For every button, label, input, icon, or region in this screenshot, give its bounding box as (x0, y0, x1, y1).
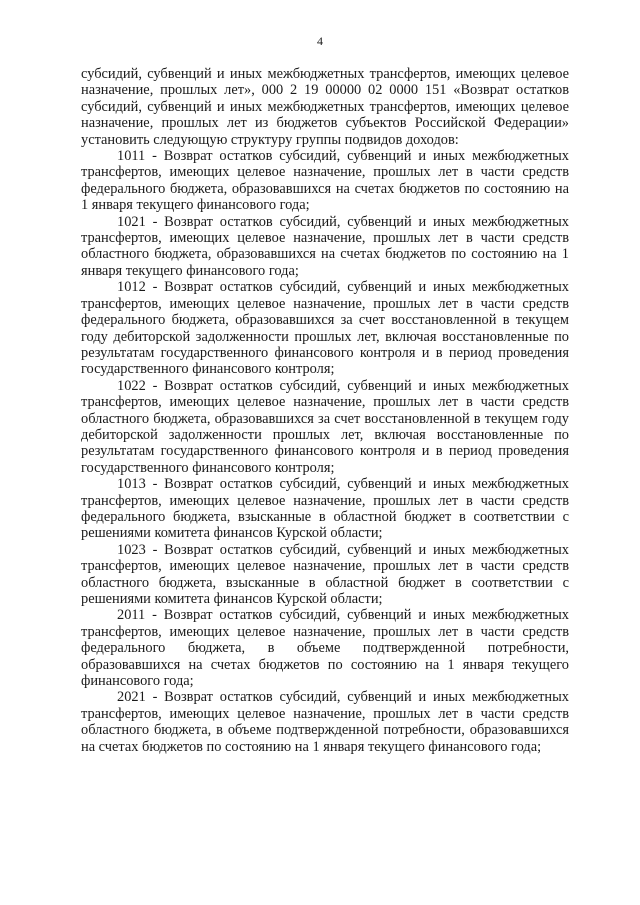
page-number: 4 (317, 34, 323, 48)
paragraph-1023: 1023 - Возврат остатков субсидий, субвенций и иных межбюджетных трансфертов, имеющих целевое назначение, прошлых лет в части средств областного бюджета, взысканные в областной бюджет в соответствии с решениями комитета финансов Курской области; (81, 541, 569, 607)
document-body (81, 66, 569, 755)
paragraph-2011: 2011 - Возврат остатков субсидий, субвенций и иных межбюджетных трансфертов, имеющих целевое назначение, прошлых лет в части средств федерального бюджета, в объеме подтвержденной потребности, образовавшихся на счетах бюджетов по состоянию на 1 января текущего финансового года; (81, 607, 569, 690)
intro-paragraph: субсидий, субвенций и иных межбюджетных трансфертов, имеющих целевое назначение, прошлых лет», 000 2 19 00000 02 0000 151 «Возврат остатков субсидий, субвенций и иных межбюджетных трансфертов, имеющих целевое назначение, прошлых лет из бюджетов субъектов Российской Федерации» установить следующую структуру группы подвидов доходов: (81, 66, 569, 148)
paragraph-1011: 1011 - Возврат остатков субсидий, субвенций и иных межбюджетных трансфертов, имеющих целевое назначение, прошлых лет в части средств федерального бюджета, образовавшихся на счетах бюджетов по состоянию на 1 января текущего финансового года; (81, 148, 569, 214)
paragraph-1013: 1013 - Возврат остатков субсидий, субвенций и иных межбюджетных трансфертов, имеющих целевое назначение, прошлых лет в части средств федерального бюджета, взысканные в областной бюджет в соответствии с решениями комитета финансов Курской области; (81, 476, 569, 542)
paragraph-2021: 2021 - Возврат остатков субсидий, субвенций и иных межбюджетных трансфертов, имеющих целевое назначение, прошлых лет в части средств областного бюджета, в объеме подтвержденной потребности, образовавшихся на счетах бюджетов по состоянию на 1 января текущего финансового года; (81, 689, 569, 755)
paragraph-1022: 1022 - Возврат остатков субсидий, субвенций и иных межбюджетных трансфертов, имеющих целевое назначение, прошлых лет в части средств областного бюджета, образовавшихся за счет восстановленной в текущем году дебиторской задолженности прошлых лет, включая восстановленные по результатам государственного финансового контроля и в период проведения государственного финансового контроля; (81, 377, 569, 476)
paragraph-1012: 1012 - Возврат остатков субсидий, субвенций и иных межбюджетных трансфертов, имеющих целевое назначение, прошлых лет в части средств федерального бюджета, образовавшихся за счет восстановленной в текущем году дебиторской задолженности прошлых лет, включая восстановленные по результатам государственного финансового контроля и в период проведения государственного финансового контроля; (81, 279, 569, 378)
paragraph-1021: 1021 - Возврат остатков субсидий, субвенций и иных межбюджетных трансфертов, имеющих целевое назначение, прошлых лет в части средств областного бюджета, образовавшихся на счетах бюджетов по состоянию на 1 января текущего финансового года; (81, 213, 569, 279)
